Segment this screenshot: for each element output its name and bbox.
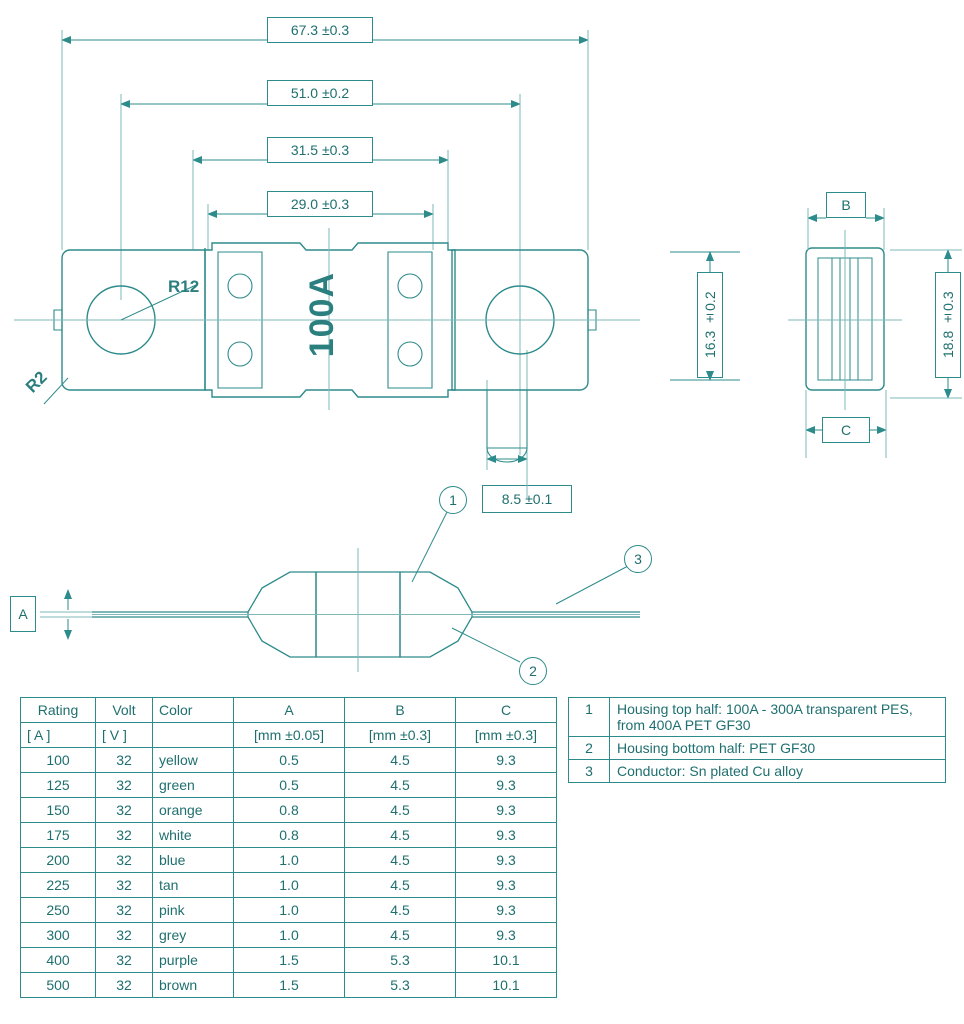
legend-text: Conductor: Sn plated Cu alloy bbox=[610, 760, 946, 783]
cell-color: white bbox=[153, 823, 234, 848]
cell-a: 1.0 bbox=[234, 898, 345, 923]
cell-rating: 200 bbox=[21, 848, 96, 873]
table-row bbox=[21, 798, 557, 823]
cell-volt: 32 bbox=[96, 973, 153, 998]
cell-rating: 500 bbox=[21, 973, 96, 998]
cell-rating: 225 bbox=[21, 873, 96, 898]
legend-text: Housing top half: 100A - 300A transparent PES, from 400A PET GF30 bbox=[610, 698, 946, 737]
cell-volt: 32 bbox=[96, 923, 153, 948]
radius-r12-label: R12 bbox=[168, 277, 200, 296]
cell-c: 9.3 bbox=[456, 798, 557, 823]
table-row bbox=[21, 773, 557, 798]
cell-b: 4.5 bbox=[345, 773, 456, 798]
cell-rating: 300 bbox=[21, 923, 96, 948]
legend-table bbox=[568, 697, 946, 783]
cell-rating: 100 bbox=[21, 748, 96, 773]
unit-a: [mm ±0.05] bbox=[234, 723, 345, 748]
cell-b: 4.5 bbox=[345, 823, 456, 848]
dim-overall-width: 18.8 ±0.3 bbox=[935, 272, 961, 378]
legend-number: 1 bbox=[569, 698, 610, 737]
header-volt: Volt bbox=[96, 698, 153, 723]
cell-volt: 32 bbox=[96, 823, 153, 848]
cell-c: 9.3 bbox=[456, 848, 557, 873]
cell-c: 9.3 bbox=[456, 923, 557, 948]
table-row bbox=[21, 848, 557, 873]
cell-color: brown bbox=[153, 973, 234, 998]
cell-c: 9.3 bbox=[456, 873, 557, 898]
legend-number: 2 bbox=[569, 737, 610, 760]
legend-text: Housing bottom half: PET GF30 bbox=[610, 737, 946, 760]
table-row bbox=[21, 823, 557, 848]
unit-rating: [ A ] bbox=[21, 723, 96, 748]
header-color: Color bbox=[153, 698, 234, 723]
table-units-row bbox=[21, 723, 557, 748]
cell-volt: 32 bbox=[96, 848, 153, 873]
cell-rating: 250 bbox=[21, 898, 96, 923]
cell-c: 9.3 bbox=[456, 748, 557, 773]
cell-rating: 150 bbox=[21, 798, 96, 823]
unit-volt: [ V ] bbox=[96, 723, 153, 748]
cell-color: orange bbox=[153, 798, 234, 823]
legend-row bbox=[569, 698, 946, 737]
cell-b: 5.3 bbox=[345, 948, 456, 973]
cell-b: 4.5 bbox=[345, 748, 456, 773]
callout-1: 1 bbox=[439, 486, 467, 514]
header-c: C bbox=[456, 698, 557, 723]
dim-b: B bbox=[826, 192, 866, 218]
dim-body-height: 16.3 ±0.2 bbox=[697, 272, 723, 378]
cell-a: 1.0 bbox=[234, 923, 345, 948]
table-row bbox=[21, 873, 557, 898]
callout-3: 3 bbox=[624, 545, 652, 573]
cell-volt: 32 bbox=[96, 948, 153, 973]
unit-c: [mm ±0.3] bbox=[456, 723, 557, 748]
table-row bbox=[21, 898, 557, 923]
cell-a: 0.5 bbox=[234, 748, 345, 773]
cell-rating: 175 bbox=[21, 823, 96, 848]
callout-2: 2 bbox=[519, 657, 547, 685]
cell-b: 5.3 bbox=[345, 973, 456, 998]
legend-number: 3 bbox=[569, 760, 610, 783]
cell-volt: 32 bbox=[96, 798, 153, 823]
dim-tab-outer-width: 31.5 ±0.3 bbox=[267, 137, 373, 163]
cell-color: grey bbox=[153, 923, 234, 948]
unit-color bbox=[153, 723, 234, 748]
cell-color: pink bbox=[153, 898, 234, 923]
cell-volt: 32 bbox=[96, 873, 153, 898]
cell-color: tan bbox=[153, 873, 234, 898]
dim-hole-center-distance: 51.0 ±0.2 bbox=[267, 80, 373, 106]
cell-color: yellow bbox=[153, 748, 234, 773]
cell-b: 4.5 bbox=[345, 798, 456, 823]
cell-c: 10.1 bbox=[456, 973, 557, 998]
cell-c: 9.3 bbox=[456, 898, 557, 923]
table-row bbox=[21, 973, 557, 998]
dim-overall-length: 67.3 ±0.3 bbox=[267, 17, 373, 43]
cell-color: purple bbox=[153, 948, 234, 973]
cell-volt: 32 bbox=[96, 748, 153, 773]
header-b: B bbox=[345, 698, 456, 723]
dim-a: A bbox=[10, 596, 36, 632]
cell-b: 4.5 bbox=[345, 873, 456, 898]
cell-a: 0.8 bbox=[234, 798, 345, 823]
table-row bbox=[21, 748, 557, 773]
table-row bbox=[21, 948, 557, 973]
cell-color: blue bbox=[153, 848, 234, 873]
cell-a: 1.0 bbox=[234, 848, 345, 873]
unit-b: [mm ±0.3] bbox=[345, 723, 456, 748]
cell-b: 4.5 bbox=[345, 923, 456, 948]
cell-rating: 125 bbox=[21, 773, 96, 798]
legend-row bbox=[569, 737, 946, 760]
cell-volt: 32 bbox=[96, 898, 153, 923]
legend-row bbox=[569, 760, 946, 783]
dim-tab-inner-width: 29.0 ±0.3 bbox=[267, 191, 373, 217]
cell-volt: 32 bbox=[96, 773, 153, 798]
dim-c: C bbox=[822, 417, 870, 443]
cell-c: 9.3 bbox=[456, 773, 557, 798]
cell-a: 1.5 bbox=[234, 948, 345, 973]
table-header-row bbox=[21, 698, 557, 723]
cell-a: 1.0 bbox=[234, 873, 345, 898]
rating-marking: 100A bbox=[303, 272, 341, 358]
cell-rating: 400 bbox=[21, 948, 96, 973]
specification-table bbox=[20, 697, 557, 998]
cell-color: green bbox=[153, 773, 234, 798]
header-a: A bbox=[234, 698, 345, 723]
cell-a: 1.5 bbox=[234, 973, 345, 998]
cell-b: 4.5 bbox=[345, 898, 456, 923]
radius-r2-label: R2 bbox=[22, 367, 51, 397]
cell-a: 0.8 bbox=[234, 823, 345, 848]
dim-tab-width: 8.5 ±0.1 bbox=[482, 485, 572, 513]
cell-b: 4.5 bbox=[345, 848, 456, 873]
cell-c: 9.3 bbox=[456, 823, 557, 848]
table-row bbox=[21, 923, 557, 948]
cell-a: 0.5 bbox=[234, 773, 345, 798]
cell-c: 10.1 bbox=[456, 948, 557, 973]
header-rating: Rating bbox=[21, 698, 96, 723]
